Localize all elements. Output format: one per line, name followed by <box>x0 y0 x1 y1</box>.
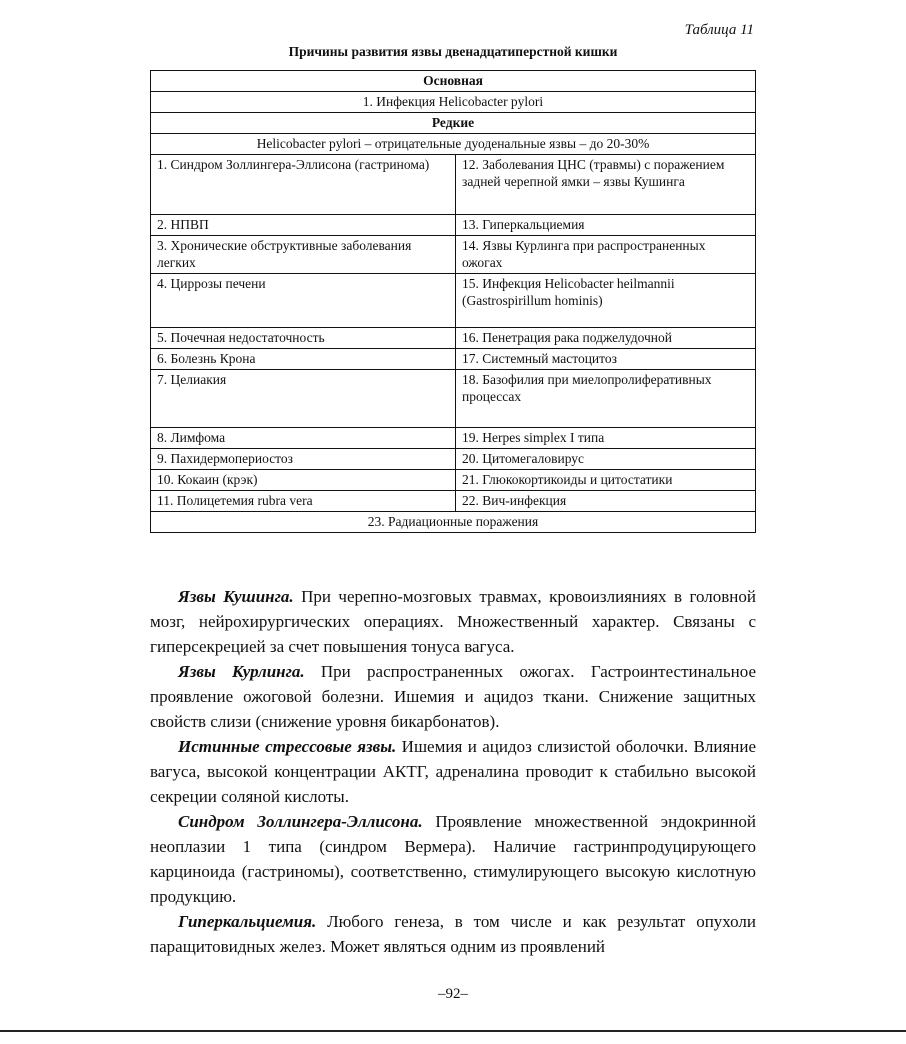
text-zollinger-ellison: Проявление множественной эндокринной неоплазии 1 типа (синдром Вермера). Наличие гастринпродуцирующего карциноида (гастриномы), соответственно, стимулирующего высокую кислотную продукцию. <box>150 812 757 906</box>
term-hypercalcemia: Гиперкальциемия. <box>178 912 317 931</box>
text-hypercalcemia: Любого генеза, в том числе и как результат опухоли паращитовидных желез. Может являться одним из проявлений <box>150 912 756 956</box>
table-row <box>151 328 756 349</box>
table-row-rare-header <box>151 113 756 134</box>
paragraph-cushing <box>150 584 756 659</box>
paragraph-stress-ulcers <box>150 734 756 809</box>
table-row-last <box>151 512 756 533</box>
table-row-main-cause <box>151 92 756 113</box>
term-zollinger-ellison: Синдром Золлингера-Эллисона. <box>178 812 423 831</box>
table-cell-left: 4. Циррозы печени <box>151 274 456 328</box>
table-cell-left: 9. Пахидермопериостоз <box>151 449 456 470</box>
table-cell-left: 3. Хронические обструктивные заболевания легких <box>151 236 456 274</box>
table-cell-left: 1. Синдром Золлингера-Эллисона (гастринома) <box>151 155 456 215</box>
table-row <box>151 370 756 428</box>
table-cell-right: 15. Инфекция Helicobacter heilmannii (Gastrospirillum hominis) <box>456 274 756 328</box>
paragraph-hypercalcemia <box>150 909 756 959</box>
table-row <box>151 349 756 370</box>
page-number: –92– <box>438 986 468 1002</box>
table-cell-right: 14. Язвы Курлинга при распространенных ожогах <box>456 236 756 274</box>
table-row <box>151 155 756 215</box>
table-cell-right: 18. Базофилия при миелопролиферативных процессах <box>456 370 756 428</box>
table-row-main-header <box>151 71 756 92</box>
term-stress-ulcers: Истинные стрессовые язвы. <box>178 737 397 756</box>
text-cushing: При черепно-мозговых травмах, кровоизлияниях в головной мозг, нейрохирургических операциях. Множественный характер. Связаны с гиперсекрецией за счет повышения тонуса вагуса. <box>150 587 756 656</box>
paragraph-curling <box>150 659 756 734</box>
main-header-cell: Основная <box>151 71 756 92</box>
text-curling: При распространенных ожогах. Гастроинтестинальное проявление ожоговой болезни. Ишемия и ацидоз ткани. Снижение защитных свойств слизи (снижение уровня бикарбонатов). <box>150 662 756 731</box>
table-cell-right: 22. Вич-инфекция <box>456 491 756 512</box>
rare-header-cell: Редкие <box>151 113 756 134</box>
table-cell-right: 21. Глюкокортикоиды и цитостатики <box>456 470 756 491</box>
table-cell-left: 2. НПВП <box>151 215 456 236</box>
term-curling: Язвы Курлинга. <box>178 662 305 681</box>
table-row <box>151 470 756 491</box>
table-cell-right: 16. Пенетрация рака поджелудочной <box>456 328 756 349</box>
table-cell-left: 7. Целиакия <box>151 370 456 428</box>
causes-table <box>150 70 756 533</box>
last-row-cell: 23. Радиационные поражения <box>151 512 756 533</box>
table-cell-left: 11. Полицетемия rubra vera <box>151 491 456 512</box>
text-stress-ulcers: Ишемия и ацидоз слизистой оболочки. Влияние вагуса, высокой концентрации АКТГ, адреналина проводит к стабильно высокой секреции соляной кислоты. <box>150 737 756 806</box>
table-cell-right: 13. Гиперкальциемия <box>456 215 756 236</box>
table-row <box>151 236 756 274</box>
table-row <box>151 274 756 328</box>
table-cell-right: 17. Системный мастоцитоз <box>456 349 756 370</box>
main-cause-cell: 1. Инфекция Helicobacter pylori <box>151 92 756 113</box>
table-cell-left: 10. Кокаин (крэк) <box>151 470 456 491</box>
table-cell-right: 12. Заболевания ЦНС (травмы) с поражением задней черепной ямки – язвы Кушинга <box>456 155 756 215</box>
table-cell-right: 19. Herpes simplex I типа <box>456 428 756 449</box>
bottom-rule <box>0 1030 906 1032</box>
table-number: Таблица 11 <box>684 22 754 38</box>
body-text <box>150 584 756 959</box>
term-cushing: Язвы Кушинга. <box>178 587 294 606</box>
table-cell-right: 20. Цитомегаловирус <box>456 449 756 470</box>
table-cell-left: 6. Болезнь Крона <box>151 349 456 370</box>
table-row <box>151 215 756 236</box>
hp-negative-cell: Helicobacter pylori – отрицательные дуоденальные язвы – до 20-30% <box>151 134 756 155</box>
table-title: Причины развития язвы двенадцатиперстной кишки <box>288 44 618 59</box>
table-row <box>151 491 756 512</box>
table-row <box>151 428 756 449</box>
table-cell-left: 8. Лимфома <box>151 428 456 449</box>
table-cell-left: 5. Почечная недостаточность <box>151 328 456 349</box>
paragraph-zollinger-ellison <box>150 809 756 909</box>
table-row <box>151 449 756 470</box>
table-row-hp-negative <box>151 134 756 155</box>
